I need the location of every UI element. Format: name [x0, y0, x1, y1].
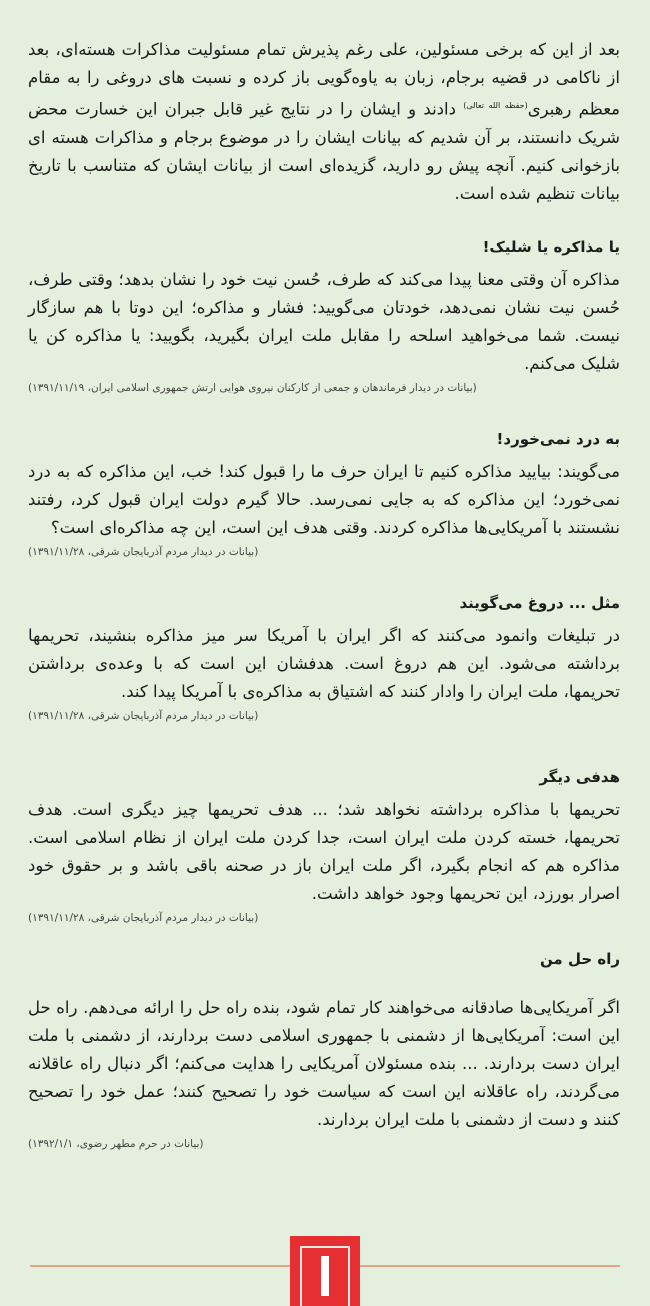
section-my-solution — [28, 950, 620, 1150]
section-negotiate-or-shoot — [28, 238, 620, 394]
section-source: (بیانات در دیدار فرماندهان و جمعی از کارکنان نیروی هوایی ارتش جمهوری اسلامی ایران، ۱۳۹۱/۱۱/۱۹) — [28, 381, 477, 394]
intro-text-after: دادند و ایشان را در نتایج غیر قابل جبران این خسارت محض شریک دانستند، بر آن شدیم که بیانات ایشان را در موضوع برجام و مذاکرات هسته ای بازخوانی کنیم. آنچه پیش رو دارید، گزیده‌ای است از بیانات ایشان که متناسب با تاریخ بیانات تنظیم شده است. — [28, 99, 620, 203]
section-useless — [28, 430, 620, 558]
honorific-note: (حفظه الله تعالی) — [463, 101, 528, 110]
section-heading: مثل ... دروغ می‌گویند — [459, 593, 620, 612]
section-heading: هدفی دیگر — [539, 767, 620, 786]
intro-paragraph — [28, 36, 620, 208]
section-another-goal — [28, 768, 620, 924]
section-body: مذاکره آن وقتی معنا پیدا می‌کند که طرف، حُسن نیت خود را نشان بدهد؛ وقتی طرف، حُسن نیت نشان نمی‌دهد، خودتان می‌گویید: فشار و مذاکره؛ این دوتا با هم سازگار نیست. شما می‌خواهید اسلحه را مقابل ملت ایران بگیرید، بگویید: یا مذاکره کن یا شلیک می‌کنم. — [28, 269, 620, 373]
section-source: (بیانات در دیدار مردم آذربایجان شرقی، ۱۳۹۱/۱۱/۲۸) — [28, 911, 259, 924]
section-body: می‌گویند: بیایید مذاکره کنیم تا ایران حرف ما را قبول کند! خب، این مذاکره که به درد نمی‌خورد؛ این مذاکره که به جایی نمی‌رسد. حالا گیرم دولت ایران قبول کرد، رفتند نشستند با آمریکایی‌ها مذاکره کردند. وقتی هدف این است، این چه مذاکره‌ای است؟ — [28, 461, 620, 537]
section-heading: به درد نمی‌خورد! — [496, 429, 620, 448]
page-marker — [290, 1236, 360, 1306]
section-body: اگر آمریکایی‌ها صادقانه می‌خواهند کار تمام شود، بنده راه حل را ارائه می‌دهم. راه حل این است: آمریکایی‌ها از دشمنی با جمهوری اسلامی دست بردارند، از دشمنی با ملت ایران دست بردارند. ... بنده مسئولان آمریکایی را هدایت می‌کنم؛ اگر دنبال راه عاقلانه می‌گردند، راه عاقلانه این است که سیاست خود را تصحیح کنند؛ عمل خود را تصحیح کنند و دست از دشمنی با ملت ایران بردارند. — [28, 997, 620, 1129]
section-source: (بیانات در حرم مطهر رضوی، ۱۳۹۲/۱/۱) — [28, 1137, 204, 1150]
section-body: تحریمها با مذاکره برداشته نخواهد شد؛ ... هدف تحریمها چیز دیگری است. هدف تحریمها، خسته کردن ملت ایران است، جدا کردن ملت ایران از نظام اسلامی است. مذاکره هم که انجام بگیرد، اگر ملت ایران باز در صحنه باقی باشد و بر حقوق خود اصرار بورزد، این تحریمها وجود خواهد داشت. — [28, 799, 620, 903]
section-heading: راه حل من — [539, 949, 620, 968]
section-heading: یا مذاکره یا شلیک! — [482, 237, 620, 256]
section-source: (بیانات در دیدار مردم آذربایجان شرقی، ۱۳۹۱/۱۱/۲۸) — [28, 709, 259, 722]
page-marker-bar — [321, 1256, 329, 1296]
intro-text-before: بعد از این که برخی مسئولین، علی رغم پذیرش تمام مسئولیت مذاکرات هسته‌ای، بعد از ناکامی در قضیه برجام، زبان به یاوه‌گویی باز کرده و نسبت های دروغی را به مقام معظم رهبری — [28, 40, 620, 119]
section-they-lie — [28, 594, 620, 722]
section-body: در تبلیغات وانمود می‌کنند که اگر ایران با آمریکا سر میز مذاکره بنشیند، تحریمها برداشته می‌شود. این هم دروغ است. هدفشان این است که با وعده‌ی برداشتن تحریمها، ملت ایران را وادار کنند که اشتیاق به مذاکره‌ی با آمریکا پیدا کند. — [28, 625, 620, 701]
section-source: (بیانات در دیدار مردم آذربایجان شرقی، ۱۳۹۱/۱۱/۲۸) — [28, 545, 259, 558]
